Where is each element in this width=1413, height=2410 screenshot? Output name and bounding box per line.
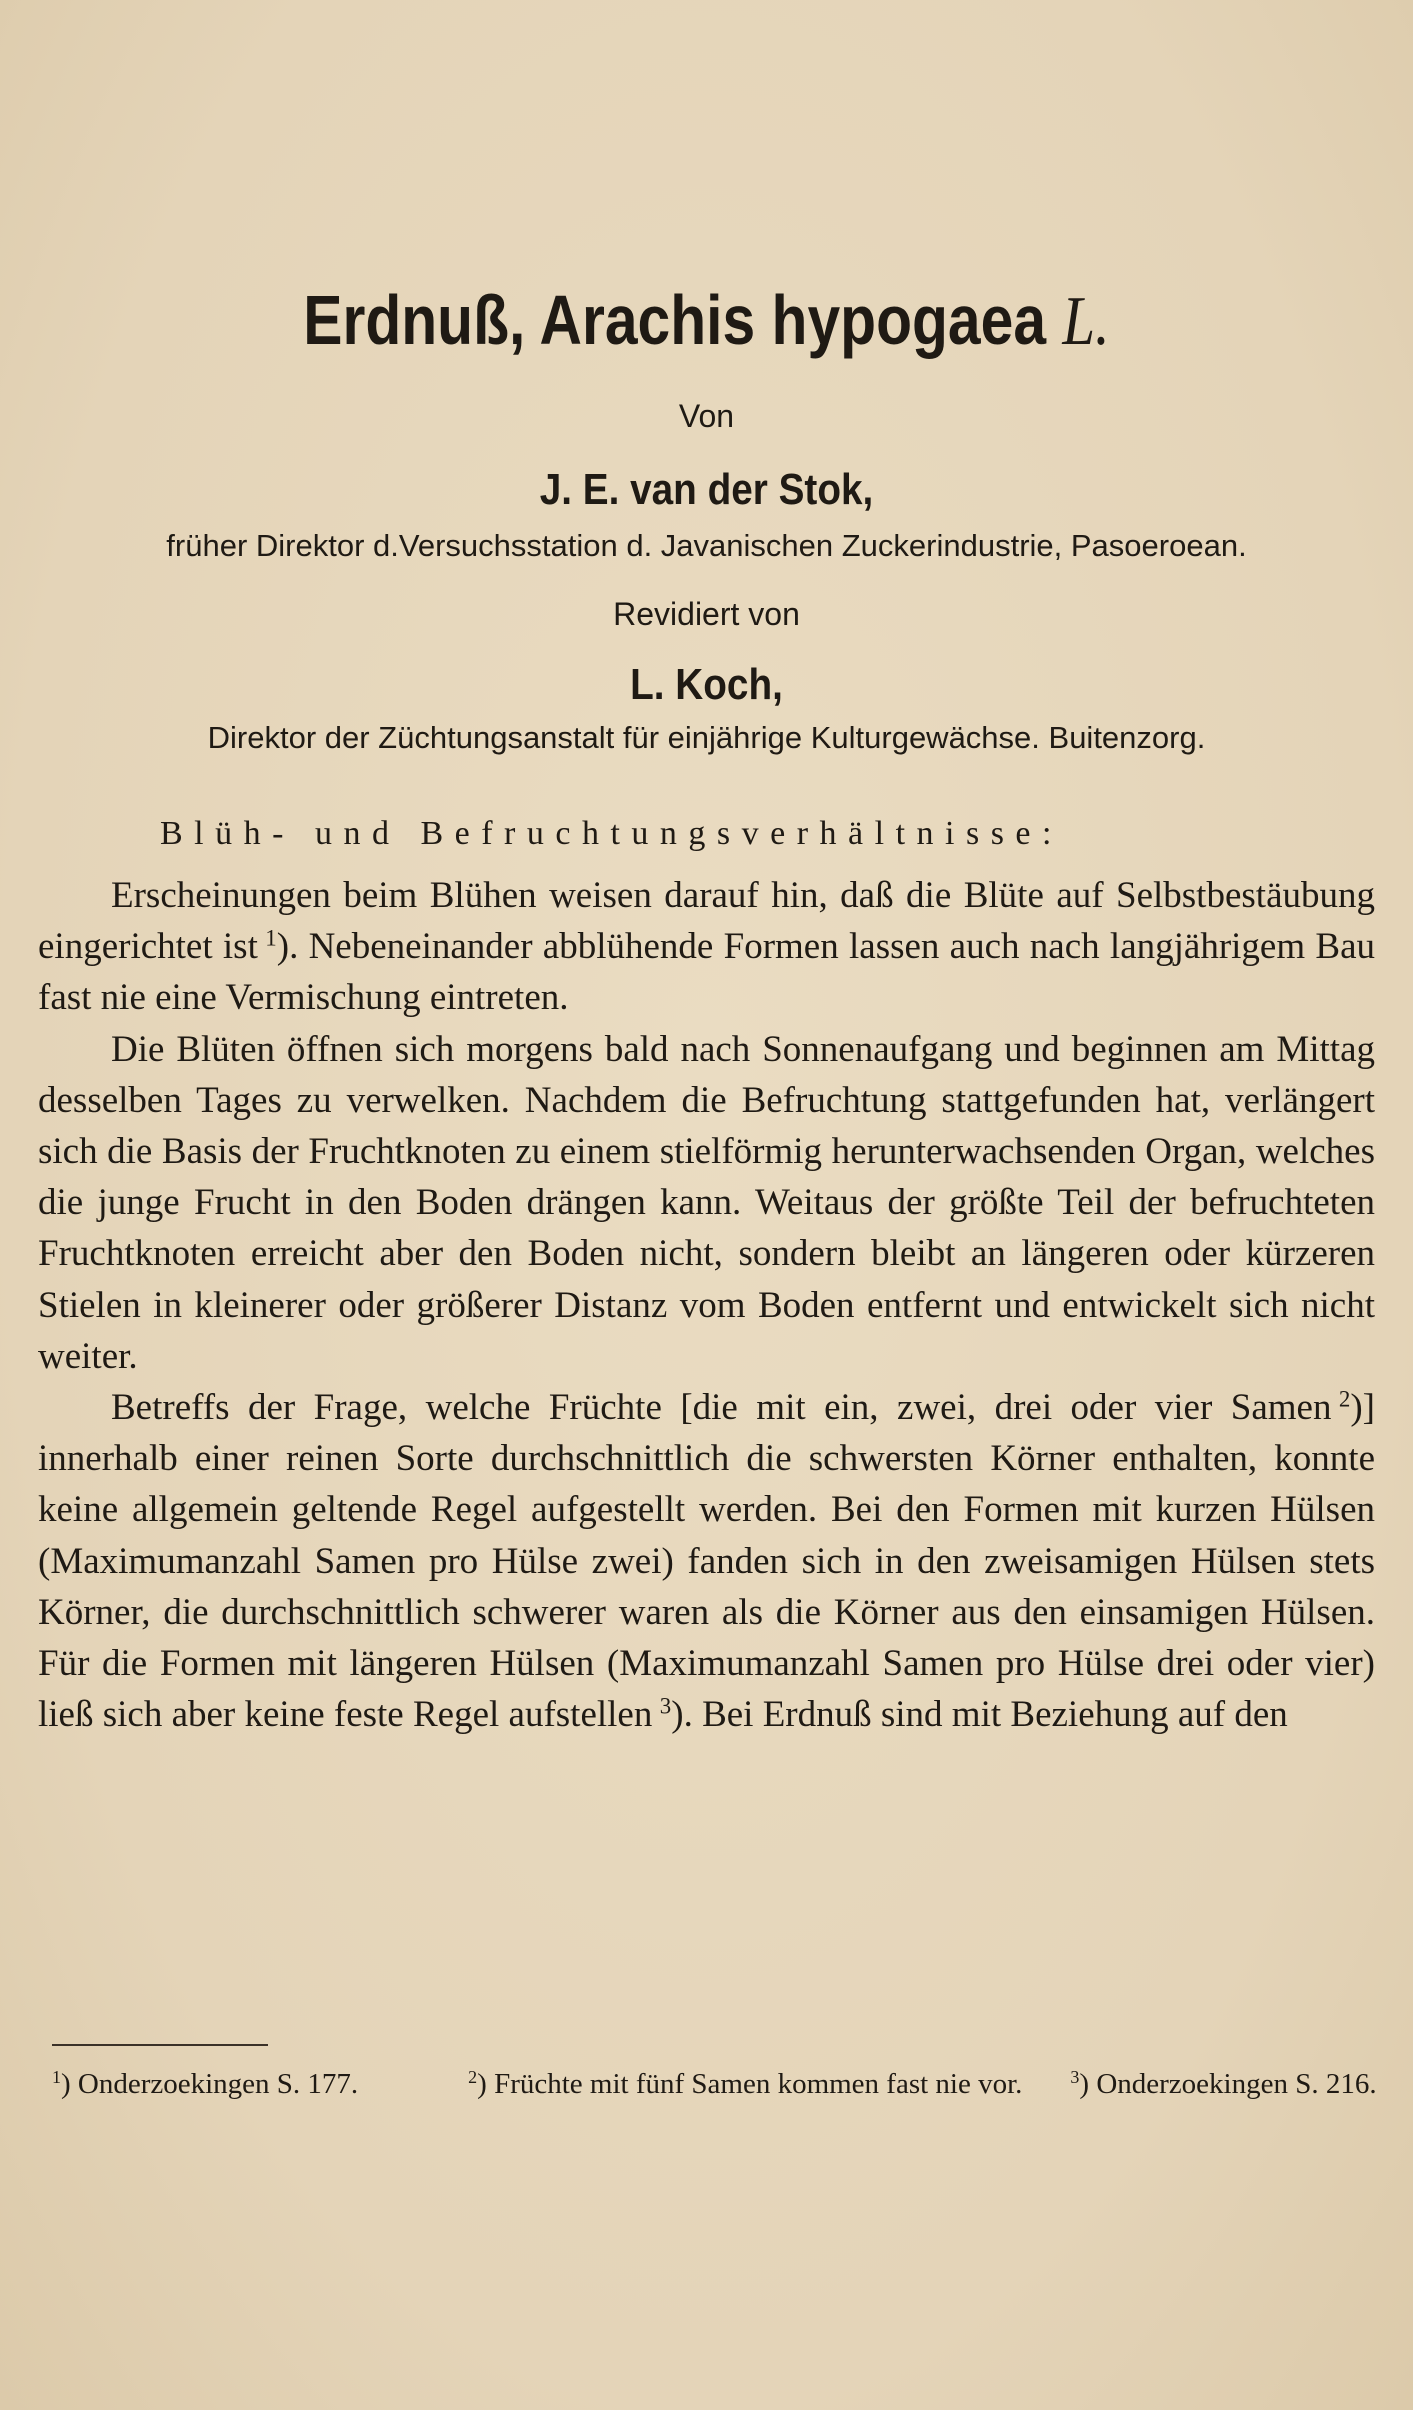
footnote-text: ) Onderzoekingen S. 216. <box>1079 2068 1377 2100</box>
footnote-mark: 2 <box>468 2067 478 2088</box>
section-heading: Blüh- und Befruchtungsverhältnisse: <box>160 815 1063 852</box>
footnote-ref-2: 2 <box>1338 1386 1351 1412</box>
paragraph-text: ). Nebeneinander abblühende Formen lassen auch nach langjährigem Bau fast nie eine Vermischung eintreten. <box>38 926 1375 1019</box>
footnote-text: ) Onderzoekingen S. 177. <box>60 2068 359 2100</box>
paragraph-text: Betreffs der Frage, welche Früchte [die mit ein, zwei, drei oder vier Samen <box>111 1387 1332 1429</box>
byline-von: Von <box>678 398 735 434</box>
footnote-ref-3: 3 <box>659 1693 672 1719</box>
paragraph-3 <box>38 1382 1375 1740</box>
footnote-1 <box>52 2060 358 2108</box>
paragraph-text: Erscheinungen beim Blühen weisen darauf hin, daß die Blüte auf Selbstbestäubung eingerichtet ist <box>38 875 1375 968</box>
author-affiliation: früher Direktor d.Versuchsstation d. Javanischen Zuckerindustrie, Pasoeroean. <box>166 528 1247 563</box>
author-name: J. E. van der Stok, <box>539 465 874 514</box>
reviser-affiliation: Direktor der Züchtungsanstalt für einjährige Kulturgewächse. Buitenzorg. <box>207 720 1206 755</box>
paragraph-1 <box>38 870 1375 1024</box>
reviser-name: L. Koch, <box>630 660 783 709</box>
paragraph-text: )] innerhalb einer reinen Sorte durchschnittlich die schwersten Körner enthalten, konnte keine allgemein geltende Regel aufgestellt werden. Bei den Formen mit kurzen Hülsen (Maximumanzahl Samen pro Hülse zwei) fanden sich in den zweisamigen Hülsen stets Körner, die durchschnittlich schwerer waren als die Körner aus den einsamigen Hülsen. Für die Formen mit längeren Hülsen (Maximumanzahl Samen pro Hülse drei oder vier) ließ sich aber keine feste Regel aufstellen <box>38 1387 1375 1736</box>
footnote-2 <box>468 2068 1022 2100</box>
body-text <box>38 870 1375 1740</box>
footnotes <box>52 2060 1377 2108</box>
footnote-3 <box>1070 2060 1376 2108</box>
title-main: Erdnuß, Arachis hypogaea <box>303 281 1047 359</box>
footnote-divider <box>52 2044 268 2046</box>
footnote-mark: 3 <box>1070 2067 1080 2088</box>
paragraph-text: ). Bei Erdnuß sind mit Beziehung auf den <box>671 1694 1288 1736</box>
article-title <box>113 280 1300 362</box>
footnote-mark: 1 <box>52 2067 61 2088</box>
paragraph-2: Die Blüten öffnen sich morgens bald nach Sonnenaufgang und beginnen am Mittag desselben Tages zu verwelken. Nachdem die Befruchtung stattgefunden hat, verlängert sich die Basis der Fruchtknoten zu einem stielförmig herunterwachsenden Organ, welches die junge Frucht in den Boden drängen kann. Weitaus der größte Teil der befruchteten Fruchtknoten erreicht aber den Boden nicht, sondern bleibt an längeren oder kürzeren Stielen in kleinerer oder größerer Distanz vom Boden entfernt und entwickelt sich nicht weiter. <box>38 1028 1375 1377</box>
revised-by-label: Revidiert von <box>613 596 800 632</box>
footnote-ref-1: 1 <box>265 925 277 951</box>
title-authority: L. <box>1062 283 1110 360</box>
footnote-text: ) Früchte mit fünf Samen kommen fast nie vor. <box>477 2068 1023 2100</box>
